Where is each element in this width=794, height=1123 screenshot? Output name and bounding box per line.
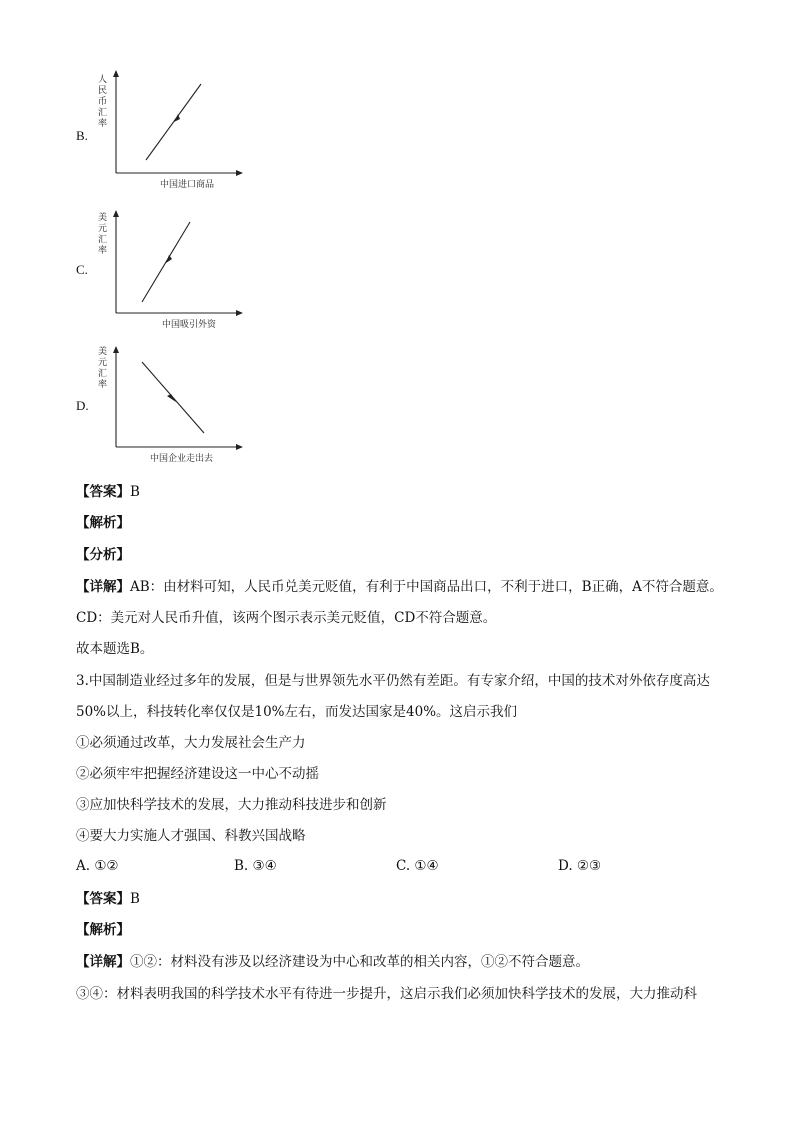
q3-choice-c: C. ①④ — [396, 858, 439, 874]
q2-fenxi-heading — [76, 545, 130, 565]
option-b-curve — [146, 84, 201, 160]
option-c-curve — [142, 222, 190, 302]
option-d-letter: D. — [76, 398, 89, 413]
option-c-ylabel-char: 美 — [98, 213, 108, 223]
q2-answer — [76, 482, 140, 502]
option-b-ylabel — [98, 73, 107, 129]
q3-detail-line2: ③④：材料表明我国的科学技术水平有待进一步提升，这启示我们必须加快科学技术的发展，大力推动科 — [76, 986, 697, 1002]
q3-choice-a: A. ①② — [76, 858, 119, 874]
q2-detail-line2: CD：美元对人民币升值，该两个图示表示美元贬值，CD不符合题意。 — [76, 610, 497, 626]
option-c-y-axis-arrow-icon — [113, 210, 119, 217]
option-d-graph-svg — [90, 344, 250, 466]
q3-choices — [76, 858, 776, 878]
option-d-x-axis-arrow-icon — [236, 444, 243, 450]
option-b-letter: B. — [76, 128, 88, 143]
option-b-direction-arrow-icon — [174, 114, 180, 122]
option-c-letter: C. — [76, 262, 88, 277]
option-c-ylabel-char: 汇 — [98, 235, 108, 245]
option-c-x-axis-arrow-icon — [236, 310, 243, 316]
option-c-graph — [90, 208, 250, 330]
option-b-graph — [90, 70, 250, 192]
option-d-graph — [90, 344, 250, 466]
q2-answer-value: B — [130, 484, 140, 500]
q3-answer-tag: 【答案】 — [76, 891, 130, 907]
q3-statement-3: ③应加快科学技术的发展，大力推动科技进步和创新 — [76, 797, 387, 813]
option-d-ylabel — [98, 345, 107, 390]
q3-detail-text: ①②：材料没有涉及以经济建设为中心和改革的相关内容，①②不符合题意。 — [130, 954, 589, 970]
q2-detail-tag: 【详解】 — [76, 579, 130, 595]
option-d-y-axis-arrow-icon — [113, 346, 119, 353]
q3-statement-2: ②必须牢牢把握经济建设这一中心不动摇 — [76, 766, 319, 782]
q3-answer-value: B — [130, 891, 140, 907]
option-c-ylabel-char: 元 — [98, 224, 108, 234]
q3-answer — [76, 889, 140, 909]
option-b-ylabel-char: 人 — [98, 75, 108, 85]
option-b-ylabel-char: 率 — [98, 119, 108, 129]
q3-analysis-heading — [76, 920, 130, 940]
q3-detail-tag: 【详解】 — [76, 954, 130, 970]
option-b-xlabel: 中国进口商品 — [160, 180, 215, 190]
option-d-ylabel-char: 美 — [98, 347, 108, 357]
option-d-ylabel-char: 元 — [98, 358, 108, 368]
option-b-ylabel-char: 民 — [98, 86, 108, 96]
q3-choice-b: B. ③④ — [234, 858, 277, 874]
option-d-ylabel-char: 汇 — [98, 369, 108, 379]
q2-fenxi-tag: 【分析】 — [76, 547, 130, 563]
option-c-graph-svg — [90, 208, 250, 330]
option-b-ylabel-char: 币 — [98, 97, 108, 107]
q2-analysis-tag: 【解析】 — [76, 515, 130, 531]
option-b-ylabel-char: 汇 — [98, 108, 108, 118]
option-d-xlabel: 中国企业走出去 — [150, 454, 214, 464]
option-c-ylabel-char: 率 — [98, 246, 108, 256]
option-c-direction-arrow-icon — [166, 255, 172, 263]
q2-answer-tag: 【答案】 — [76, 484, 130, 500]
q3-choice-d: D. ②③ — [558, 858, 602, 874]
q2-conclusion: 故本题选B。 — [76, 641, 154, 657]
q3-stem-line1: 3.中国制造业经过多年的发展，但是与世界领先水平仍然有差距。有专家介绍，中国的技术对外依存度高达 — [76, 673, 710, 689]
q2-detail — [76, 577, 723, 597]
option-c-ylabel — [98, 211, 107, 256]
q3-stem-line2: 50%以上，科技转化率仅仅是10%左右，而发达国家是40%。这启示我们 — [76, 704, 518, 720]
q3-statement-4: ④要大力实施人才强国、科教兴国战略 — [76, 828, 306, 844]
q3-statement-1: ①必须通过改革，大力发展社会生产力 — [76, 735, 306, 751]
option-d-direction-arrow-icon — [167, 394, 176, 402]
option-b-graph-svg — [90, 70, 250, 192]
option-b-y-axis-arrow-icon — [113, 70, 119, 77]
option-d-ylabel-char: 率 — [98, 380, 108, 390]
q2-analysis-heading — [76, 513, 130, 533]
option-b-x-axis-arrow-icon — [236, 170, 243, 176]
option-c-xlabel: 中国吸引外资 — [162, 320, 217, 330]
q3-analysis-tag: 【解析】 — [76, 922, 130, 938]
q3-detail — [76, 952, 589, 972]
q2-detail-text: AB：由材料可知，人民币兑美元贬值，有利于中国商品出口，不利于进口，B正确，A不符合题意。 — [130, 579, 723, 595]
